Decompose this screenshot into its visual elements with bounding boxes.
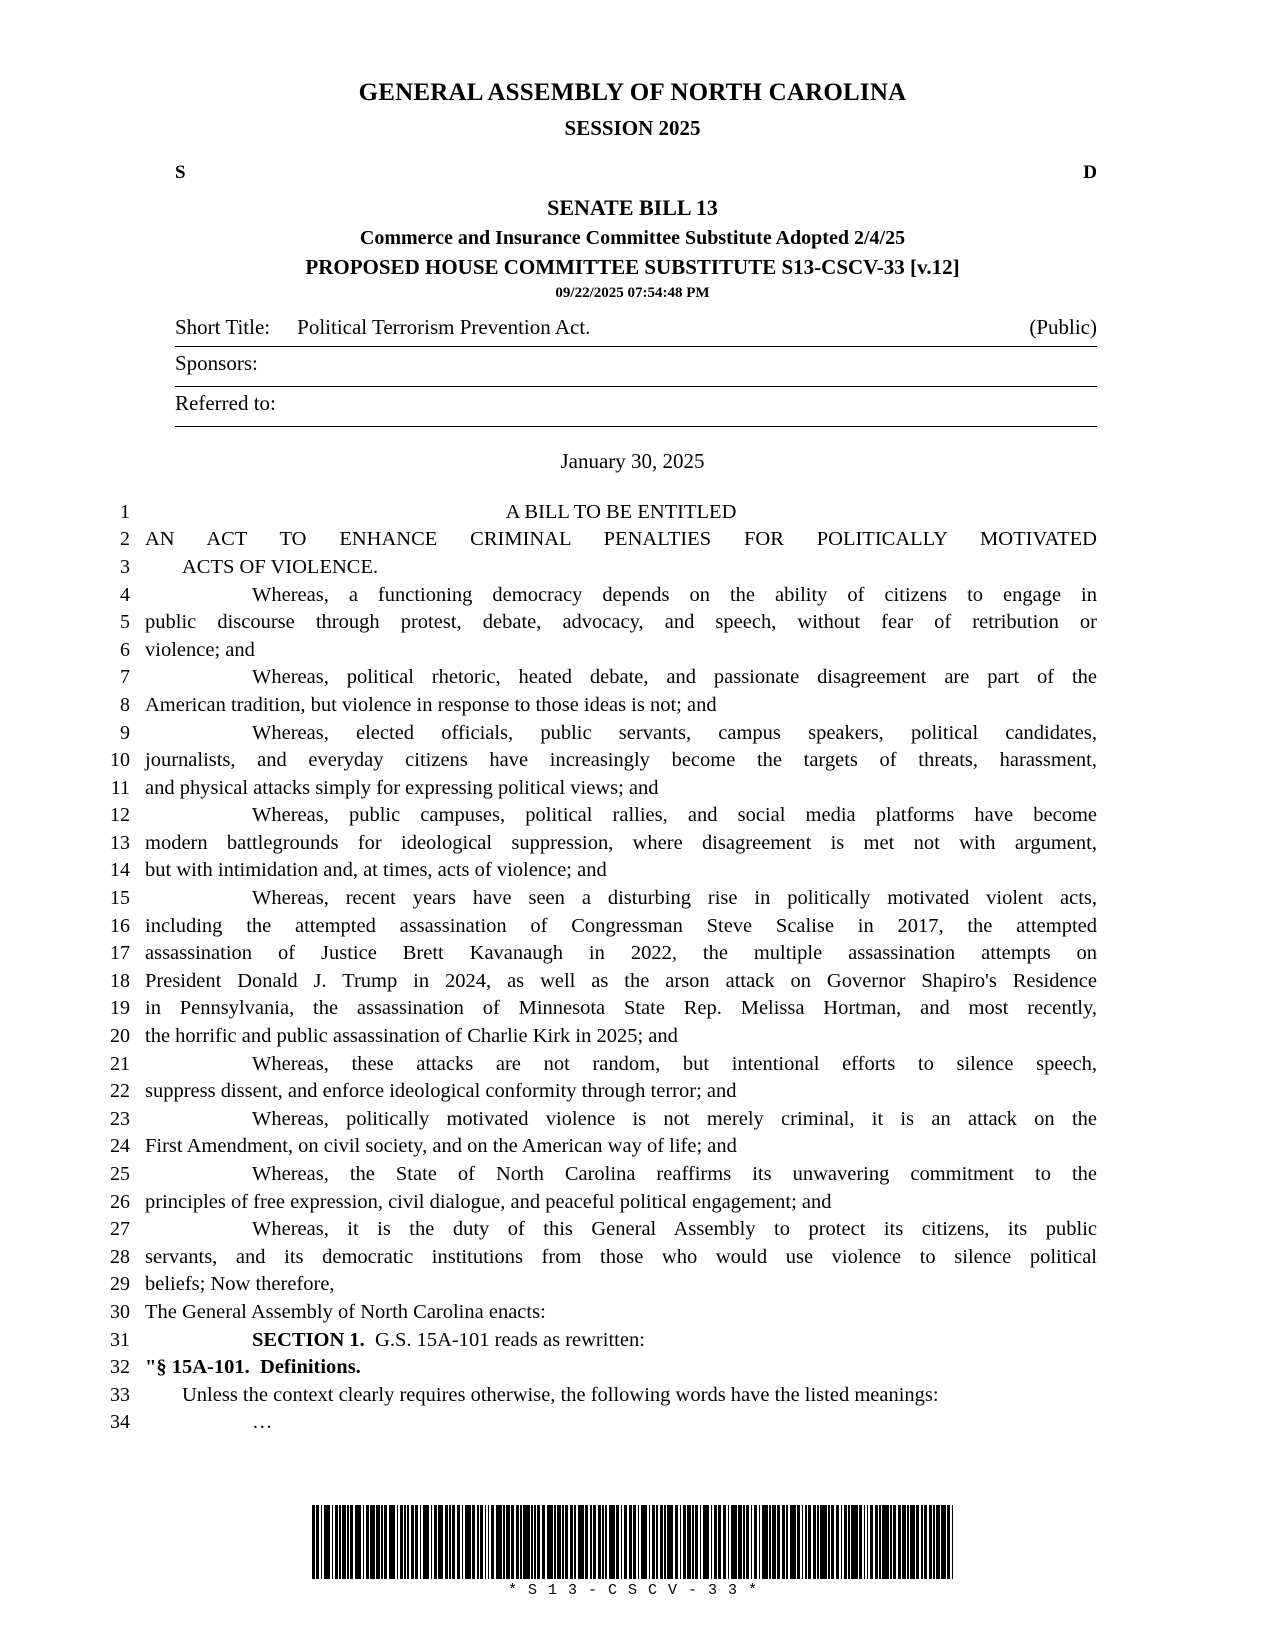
line-number: 28	[110, 1245, 130, 1268]
line-text: A BILL TO BE ENTITLED	[505, 500, 737, 523]
line-text: in Pennsylvania, the assassination of Minnesota State Rep. Melissa Hortman, and most recently,	[145, 997, 1097, 1020]
line-text: American tradition, but violence in response to those ideas is not; and	[145, 693, 717, 716]
line-text: assassination of Justice Brett Kavanaugh in 2022, the multiple assassination attempts on	[145, 942, 1097, 965]
line-number: 26	[110, 1190, 130, 1213]
line-text: Unless the context clearly requires otherwise, the following words have the listed meanings:	[182, 1383, 939, 1406]
short-title-value: Political Terrorism Prevention Act.	[297, 314, 591, 339]
sponsors-label: Sponsors:	[175, 350, 258, 375]
chamber-marker-draft: D	[1083, 162, 1097, 184]
bill-line	[0, 1382, 1265, 1410]
line-number: 3	[120, 555, 130, 578]
bill-line	[0, 637, 1265, 665]
line-text: Whereas, a functioning democracy depends on the ability of citizens to engage in	[252, 583, 1097, 606]
line-text: and physical attacks simply for expressing political views; and	[145, 776, 659, 799]
sponsors-row	[175, 347, 1097, 387]
line-number: 30	[110, 1300, 130, 1323]
bill-line	[0, 1244, 1265, 1272]
bill-line	[0, 1106, 1265, 1134]
section-marker: SECTION 1.	[252, 1328, 365, 1351]
barcode-image	[312, 1505, 954, 1579]
session-title: SESSION 2025	[564, 115, 701, 140]
bill-line	[0, 1354, 1265, 1382]
bill-line	[0, 526, 1265, 554]
line-text: The General Assembly of North Carolina enacts:	[145, 1300, 546, 1323]
bill-line	[0, 720, 1265, 748]
line-text: journalists, and everyday citizens have increasingly become the targets of threats, harassment,	[145, 749, 1097, 772]
bill-line	[0, 995, 1265, 1023]
line-text: SECTION 1. G.S. 15A-101 reads as rewritten:	[252, 1328, 645, 1351]
bill-line	[0, 1023, 1265, 1051]
bill-identity-block	[0, 194, 1265, 303]
line-number: 16	[110, 914, 130, 937]
public-access-label: (Public)	[1029, 314, 1097, 339]
bill-line	[0, 1189, 1265, 1217]
line-text: Whereas, public campuses, political rallies, and social media platforms have become	[252, 804, 1097, 827]
bill-line	[0, 747, 1265, 775]
bill-line	[0, 692, 1265, 720]
line-number: 21	[110, 1052, 130, 1075]
line-number: 23	[110, 1107, 130, 1130]
bill-line	[0, 885, 1265, 913]
line-text: public discourse through protest, debate, advocacy, and speech, without fear of retribution or	[145, 611, 1097, 634]
short-title-row	[175, 311, 1097, 347]
line-text: violence; and	[145, 638, 255, 661]
draft-timestamp: 09/22/2025 07:54:48 PM	[555, 285, 710, 301]
bill-line	[0, 940, 1265, 968]
line-text: suppress dissent, and enforce ideological conformity through terror; and	[145, 1080, 737, 1103]
line-text: servants, and its democratic institutions from those who would use violence to silence political	[145, 1245, 1097, 1268]
line-number: 34	[110, 1411, 130, 1434]
line-text: Whereas, the State of North Carolina reaffirms its unwavering commitment to the	[252, 1163, 1097, 1185]
line-text: Whereas, it is the duty of this General Assembly to protect its citizens, its public	[252, 1218, 1097, 1241]
bill-body	[0, 499, 1265, 1437]
line-text: First Amendment, on civil society, and on the American way of life; and	[145, 1135, 737, 1158]
line-number: 14	[110, 859, 130, 882]
line-number: 1	[120, 500, 130, 523]
proposed-substitute-line: PROPOSED HOUSE COMMITTEE SUBSTITUTE S13-CSCV-33 [v.12]	[305, 254, 960, 279]
line-number: 5	[120, 611, 130, 634]
bill-line	[0, 1216, 1265, 1244]
bill-line	[0, 913, 1265, 941]
line-number: 20	[110, 1025, 130, 1048]
line-text: Whereas, political rhetoric, heated debate, and passionate disagreement are part of the	[252, 666, 1097, 689]
line-number: 6	[120, 638, 130, 661]
referred-to-row	[175, 387, 1097, 427]
barcode-area	[0, 1492, 1265, 1599]
line-text: beliefs; Now therefore,	[145, 1273, 335, 1296]
bill-metadata	[175, 311, 1097, 427]
line-number: 8	[120, 693, 130, 716]
line-number: 17	[110, 942, 130, 965]
line-number: 19	[110, 997, 130, 1020]
line-text: modern battlegrounds for ideological suppression, where disagreement is met not with argument,	[145, 831, 1097, 854]
line-number: 32	[110, 1356, 130, 1379]
line-text: ACTS OF VIOLENCE.	[182, 555, 379, 578]
bill-line	[0, 968, 1265, 996]
line-number: 15	[110, 887, 130, 910]
bill-line	[0, 775, 1265, 803]
line-text: Whereas, these attacks are not random, but intentional efforts to silence speech,	[252, 1052, 1097, 1075]
line-number: 25	[110, 1163, 130, 1185]
line-text: President Donald J. Trump in 2024, as well as the arson attack on Governor Shapiro's Residence	[145, 969, 1097, 992]
line-text: …	[252, 1411, 273, 1434]
short-title-label: Short Title:	[175, 314, 271, 339]
bill-line	[0, 1161, 1265, 1189]
bill-line	[0, 1133, 1265, 1161]
line-text: but with intimidation and, at times, acts of violence; and	[145, 859, 607, 882]
bill-line	[0, 1078, 1265, 1106]
chamber-marker-row	[0, 162, 1265, 192]
line-number: 9	[120, 721, 130, 744]
bill-line	[0, 830, 1265, 858]
line-number: 11	[110, 776, 130, 799]
referred-to-label: Referred to:	[175, 390, 276, 415]
bill-line	[0, 1051, 1265, 1079]
line-number: 31	[110, 1328, 130, 1351]
line-text: the horrific and public assassination of Charlie Kirk in 2025; and	[145, 1025, 678, 1048]
bill-number: SENATE BILL 13	[547, 195, 718, 221]
line-number: 2	[120, 528, 130, 551]
bill-line	[0, 857, 1265, 885]
committee-substitute-line: Commerce and Insurance Committee Substitute Adopted 2/4/25	[359, 226, 906, 249]
line-text: Whereas, politically motivated violence is not merely criminal, it is an attack on the	[252, 1107, 1097, 1130]
line-number: 10	[110, 749, 130, 772]
bill-line	[0, 1327, 1265, 1355]
line-number: 22	[110, 1080, 130, 1103]
line-number: 18	[110, 969, 130, 992]
chamber-marker-senate: S	[175, 162, 186, 184]
line-number: 4	[120, 583, 130, 606]
bill-line	[0, 1271, 1265, 1299]
line-number: 27	[110, 1218, 130, 1241]
line-number: 7	[120, 666, 130, 689]
masthead	[0, 0, 1265, 141]
line-number: 24	[110, 1135, 130, 1158]
line-number: 12	[110, 804, 130, 827]
line-number: 13	[110, 831, 130, 854]
line-text: "§ 15A-101. Definitions.	[145, 1356, 361, 1379]
line-text: Whereas, recent years have seen a disturbing rise in politically motivated violent acts,	[252, 887, 1097, 910]
barcode-bar	[952, 1505, 954, 1579]
barcode-caption: *S13-CSCV-33*	[507, 1582, 769, 1599]
bill-line	[0, 1299, 1265, 1327]
bill-line	[0, 554, 1265, 582]
assembly-title: GENERAL ASSEMBLY OF NORTH CAROLINA	[358, 79, 907, 106]
filed-date: January 30, 2025	[560, 448, 705, 473]
bill-line	[0, 664, 1265, 692]
bill-line	[0, 499, 1265, 527]
line-text: AN ACT TO ENHANCE CRIMINAL PENALTIES FOR POLITICALLY MOTIVATED	[145, 528, 1097, 551]
bill-line	[0, 582, 1265, 610]
line-number: 33	[110, 1383, 130, 1406]
bill-line	[0, 609, 1265, 637]
line-number: 29	[110, 1273, 130, 1296]
bill-line	[0, 1409, 1265, 1437]
bill-line	[0, 802, 1265, 830]
line-text: principles of free expression, civil dialogue, and peaceful political engagement; and	[145, 1190, 832, 1213]
line-text: Whereas, elected officials, public servants, campus speakers, political candidates,	[252, 721, 1097, 744]
line-text: including the attempted assassination of Congressman Steve Scalise in 2017, the attempted	[145, 914, 1097, 937]
